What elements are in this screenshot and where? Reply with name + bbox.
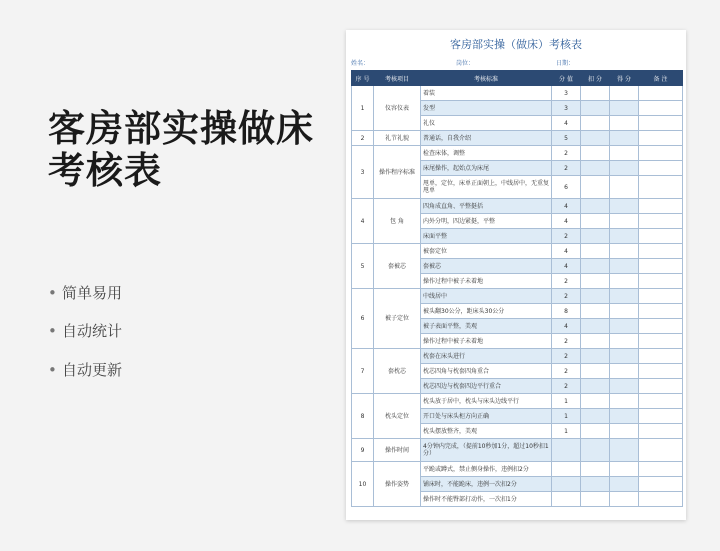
deduction-cell bbox=[581, 116, 610, 131]
document-title: 客房部实操（做床）考核表 bbox=[450, 38, 582, 51]
remarks-cell bbox=[639, 477, 683, 492]
score-value: 4 bbox=[552, 259, 581, 274]
assessment-table bbox=[351, 70, 683, 507]
header-score-value: 分 值 bbox=[552, 71, 581, 86]
score-cell bbox=[610, 334, 639, 349]
deduction-cell bbox=[581, 176, 610, 199]
remarks-cell bbox=[639, 349, 683, 364]
deduction-cell bbox=[581, 289, 610, 304]
score-value bbox=[552, 477, 581, 492]
feature-item bbox=[48, 320, 122, 341]
header-item: 考核项目 bbox=[374, 71, 421, 86]
score-cell bbox=[610, 199, 639, 214]
assessment-item: 操作姿势 bbox=[374, 462, 421, 507]
score-cell bbox=[610, 161, 639, 176]
table-row bbox=[352, 244, 683, 259]
score-cell bbox=[610, 214, 639, 229]
deduction-cell bbox=[581, 424, 610, 439]
score-cell bbox=[610, 394, 639, 409]
score-cell bbox=[610, 409, 639, 424]
assessment-standard: 发型 bbox=[421, 101, 552, 116]
deduction-cell bbox=[581, 86, 610, 101]
table-row bbox=[352, 349, 683, 364]
remarks-cell bbox=[639, 334, 683, 349]
table-header-row bbox=[352, 71, 683, 86]
score-value: 3 bbox=[552, 86, 581, 101]
score-value: 2 bbox=[552, 274, 581, 289]
assessment-item: 套被芯 bbox=[374, 244, 421, 289]
remarks-cell bbox=[639, 229, 683, 244]
assessment-standard: 礼仪 bbox=[421, 116, 552, 131]
remarks-cell bbox=[639, 319, 683, 334]
meta-position-label: 岗位： bbox=[456, 60, 475, 67]
remarks-cell bbox=[639, 244, 683, 259]
score-cell bbox=[610, 101, 639, 116]
deduction-cell bbox=[581, 477, 610, 492]
deduction-cell bbox=[581, 439, 610, 462]
row-number: 4 bbox=[352, 199, 374, 244]
row-number: 9 bbox=[352, 439, 374, 462]
feature-label: 简单易用 bbox=[62, 284, 123, 302]
assessment-standard: 枕头放于居中，枕头与床头边线平行 bbox=[421, 394, 552, 409]
table-row bbox=[352, 394, 683, 409]
score-value: 4 bbox=[552, 244, 581, 259]
feature-item bbox=[48, 359, 122, 380]
assessment-standard: 4分钟内完成，（提前10秒加1分，超过10秒扣1分） bbox=[421, 439, 552, 462]
table-row bbox=[352, 289, 683, 304]
table-row bbox=[352, 462, 683, 477]
remarks-cell bbox=[639, 462, 683, 477]
score-value: 6 bbox=[552, 176, 581, 199]
header-no: 序 号 bbox=[352, 71, 374, 86]
title-line-1: 客房部实操做床 bbox=[48, 107, 314, 150]
deduction-cell bbox=[581, 101, 610, 116]
assessment-item: 仪容仪表 bbox=[374, 86, 421, 131]
table-row bbox=[352, 86, 683, 101]
header-score: 得 分 bbox=[610, 71, 639, 86]
score-value bbox=[552, 492, 581, 507]
row-number: 5 bbox=[352, 244, 374, 289]
remarks-cell bbox=[639, 289, 683, 304]
assessment-standard: 甩单，定位，床单正面朝上，中线居中，无重复甩单 bbox=[421, 176, 552, 199]
assessment-standard: 被套定位 bbox=[421, 244, 552, 259]
meta-name-label: 姓名： bbox=[351, 60, 370, 67]
deduction-cell bbox=[581, 131, 610, 146]
row-number: 10 bbox=[352, 462, 374, 507]
score-cell bbox=[610, 229, 639, 244]
deduction-cell bbox=[581, 462, 610, 477]
remarks-cell bbox=[639, 259, 683, 274]
assessment-standard: 开口处与床头柜方向正确 bbox=[421, 409, 552, 424]
score-value: 5 bbox=[552, 131, 581, 146]
bullet-icon: • bbox=[48, 322, 57, 340]
score-cell bbox=[610, 319, 639, 334]
assessment-standard: 内外分明，四边紧挺，平整 bbox=[421, 214, 552, 229]
feature-item bbox=[48, 282, 122, 303]
deduction-cell bbox=[581, 492, 610, 507]
row-number: 6 bbox=[352, 289, 374, 349]
score-value: 4 bbox=[552, 319, 581, 334]
score-cell bbox=[610, 364, 639, 379]
deduction-cell bbox=[581, 379, 610, 394]
assessment-standard: 被头翻30公分，距床头30公分 bbox=[421, 304, 552, 319]
remarks-cell bbox=[639, 424, 683, 439]
remarks-cell bbox=[639, 492, 683, 507]
table-row bbox=[352, 199, 683, 214]
deduction-cell bbox=[581, 409, 610, 424]
deduction-cell bbox=[581, 334, 610, 349]
bullet-icon: • bbox=[48, 361, 57, 379]
assessment-item: 包 角 bbox=[374, 199, 421, 244]
score-cell bbox=[610, 477, 639, 492]
deduction-cell bbox=[581, 244, 610, 259]
row-number: 3 bbox=[352, 146, 374, 199]
assessment-standard: 操作时不能臀部打动作，一次扣1分 bbox=[421, 492, 552, 507]
meta-date-label: 日期： bbox=[556, 60, 575, 67]
deduction-cell bbox=[581, 161, 610, 176]
score-value bbox=[552, 462, 581, 477]
table-row bbox=[352, 146, 683, 161]
score-value: 2 bbox=[552, 229, 581, 244]
assessment-standard: 铺床时，不能跪床，违例一次扣2分 bbox=[421, 477, 552, 492]
table-row bbox=[352, 131, 683, 146]
row-number: 2 bbox=[352, 131, 374, 146]
assessment-standard: 操作过程中被子未着地 bbox=[421, 334, 552, 349]
score-cell bbox=[610, 244, 639, 259]
header-standard: 考核标准 bbox=[421, 71, 552, 86]
score-value: 4 bbox=[552, 116, 581, 131]
deduction-cell bbox=[581, 319, 610, 334]
feature-label: 自动更新 bbox=[62, 361, 123, 379]
assessment-standard: 普通话，自我介绍 bbox=[421, 131, 552, 146]
assessment-standard: 枕芯四边与枕套四边平行重合 bbox=[421, 379, 552, 394]
table-row bbox=[352, 439, 683, 462]
page-title bbox=[48, 108, 314, 192]
deduction-cell bbox=[581, 214, 610, 229]
score-value bbox=[552, 439, 581, 462]
assessment-item: 操作时间 bbox=[374, 439, 421, 462]
score-cell bbox=[610, 176, 639, 199]
deduction-cell bbox=[581, 229, 610, 244]
score-value: 2 bbox=[552, 364, 581, 379]
assessment-standard: 平跪或蹲式，禁止侧身操作，违例扣2分 bbox=[421, 462, 552, 477]
table-body bbox=[352, 86, 683, 507]
deduction-cell bbox=[581, 394, 610, 409]
assessment-standard: 着装 bbox=[421, 86, 552, 101]
deduction-cell bbox=[581, 146, 610, 161]
title-line-2: 考核表 bbox=[48, 149, 162, 192]
assessment-item: 枕头定位 bbox=[374, 394, 421, 439]
score-value: 2 bbox=[552, 146, 581, 161]
row-number: 1 bbox=[352, 86, 374, 131]
assessment-standard: 被子表面平整，美观 bbox=[421, 319, 552, 334]
assessment-standard: 套被芯 bbox=[421, 259, 552, 274]
assessment-standard: 检查床体，调整 bbox=[421, 146, 552, 161]
assessment-standard: 枕芯四角与枕套四角重合 bbox=[421, 364, 552, 379]
score-cell bbox=[610, 289, 639, 304]
score-cell bbox=[610, 304, 639, 319]
feature-label: 自动统计 bbox=[62, 322, 123, 340]
document-preview bbox=[346, 30, 686, 520]
remarks-cell bbox=[639, 409, 683, 424]
score-value: 2 bbox=[552, 334, 581, 349]
assessment-standard: 枕头摆放整齐，美观 bbox=[421, 424, 552, 439]
score-value: 8 bbox=[552, 304, 581, 319]
deduction-cell bbox=[581, 199, 610, 214]
remarks-cell bbox=[639, 131, 683, 146]
header-remarks: 备 注 bbox=[639, 71, 683, 86]
remarks-cell bbox=[639, 176, 683, 199]
score-cell bbox=[610, 379, 639, 394]
score-cell bbox=[610, 131, 639, 146]
score-cell bbox=[610, 462, 639, 477]
remarks-cell bbox=[639, 439, 683, 462]
assessment-standard: 枕套在床头进行 bbox=[421, 349, 552, 364]
score-value: 2 bbox=[552, 379, 581, 394]
remarks-cell bbox=[639, 364, 683, 379]
score-value: 1 bbox=[552, 394, 581, 409]
deduction-cell bbox=[581, 364, 610, 379]
remarks-cell bbox=[639, 304, 683, 319]
row-number: 8 bbox=[352, 394, 374, 439]
remarks-cell bbox=[639, 199, 683, 214]
score-cell bbox=[610, 274, 639, 289]
row-number: 7 bbox=[352, 349, 374, 394]
header-deduction: 扣 分 bbox=[581, 71, 610, 86]
assessment-item: 操作程序标准 bbox=[374, 146, 421, 199]
score-value: 1 bbox=[552, 409, 581, 424]
score-value: 2 bbox=[552, 349, 581, 364]
score-value: 2 bbox=[552, 289, 581, 304]
remarks-cell bbox=[639, 379, 683, 394]
score-value: 2 bbox=[552, 161, 581, 176]
assessment-item: 被子定位 bbox=[374, 289, 421, 349]
score-value: 3 bbox=[552, 101, 581, 116]
score-value: 4 bbox=[552, 199, 581, 214]
remarks-cell bbox=[639, 274, 683, 289]
score-cell bbox=[610, 424, 639, 439]
assessment-standard: 操作过程中被子未着地 bbox=[421, 274, 552, 289]
remarks-cell bbox=[639, 116, 683, 131]
score-value: 1 bbox=[552, 424, 581, 439]
remarks-cell bbox=[639, 101, 683, 116]
assessment-standard: 床尾操作，起始点为床尾 bbox=[421, 161, 552, 176]
remarks-cell bbox=[639, 394, 683, 409]
remarks-cell bbox=[639, 146, 683, 161]
remarks-cell bbox=[639, 161, 683, 176]
assessment-standard: 四角成直角、平整挺括 bbox=[421, 199, 552, 214]
score-cell bbox=[610, 439, 639, 462]
deduction-cell bbox=[581, 349, 610, 364]
bullet-icon: • bbox=[48, 284, 57, 302]
score-cell bbox=[610, 259, 639, 274]
score-cell bbox=[610, 86, 639, 101]
remarks-cell bbox=[639, 86, 683, 101]
score-value: 4 bbox=[552, 214, 581, 229]
score-cell bbox=[610, 116, 639, 131]
assessment-item: 礼节礼貌 bbox=[374, 131, 421, 146]
score-cell bbox=[610, 146, 639, 161]
assessment-standard: 中线居中 bbox=[421, 289, 552, 304]
score-cell bbox=[610, 492, 639, 507]
remarks-cell bbox=[639, 214, 683, 229]
score-cell bbox=[610, 349, 639, 364]
assessment-item: 套枕芯 bbox=[374, 349, 421, 394]
deduction-cell bbox=[581, 259, 610, 274]
deduction-cell bbox=[581, 274, 610, 289]
deduction-cell bbox=[581, 304, 610, 319]
assessment-standard: 床面平整 bbox=[421, 229, 552, 244]
